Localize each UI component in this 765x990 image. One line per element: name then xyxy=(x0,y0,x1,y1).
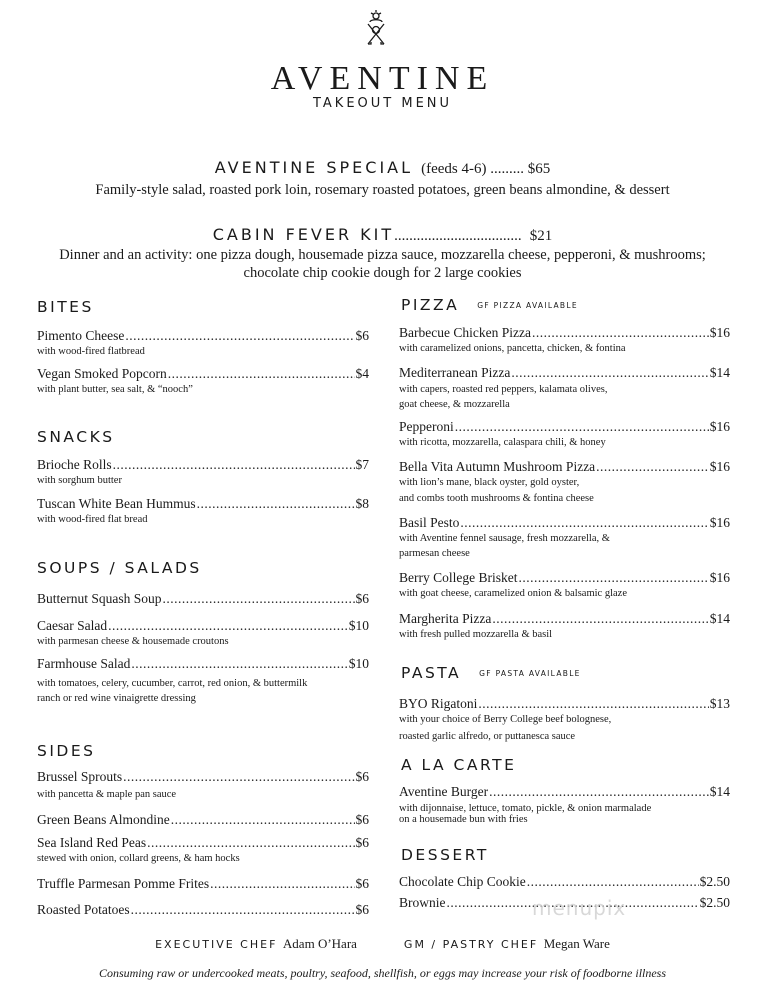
special-title: CABIN FEVER KIT xyxy=(212,225,395,244)
item-description: with plant butter, sea salt, & “nooch” xyxy=(37,384,193,395)
special-leader: .................................. xyxy=(394,228,522,244)
special-title: AVENTINE SPECIAL xyxy=(214,158,414,177)
chef-name: Adam O’Hara xyxy=(282,936,357,951)
item-name: Roasted Potatoes xyxy=(37,902,130,917)
section-title-bites: BITES xyxy=(37,298,94,316)
item-name: Brownie xyxy=(399,895,446,910)
section-title-pasta xyxy=(401,664,581,682)
crossed-keys-crest-icon xyxy=(362,8,390,48)
item-name: Aventine Burger xyxy=(399,784,489,799)
menu-item xyxy=(37,656,369,706)
item-price: $6 xyxy=(355,876,369,891)
item-price: $13 xyxy=(709,696,730,711)
item-description-line: and combs tooth mushrooms & fontina cheese xyxy=(399,493,594,504)
menu-item xyxy=(37,769,369,802)
item-description: with goat cheese, caramelized onion & balsamic glaze xyxy=(399,588,627,599)
item-description-line: with your choice of Berry College beef bolognese, xyxy=(399,714,612,725)
item-description: with wood-fired flatbread xyxy=(37,346,145,357)
menu-item xyxy=(37,457,369,488)
item-price: $16 xyxy=(709,325,730,340)
foodborne-disclaimer: Consuming raw or undercooked meats, poultry, seafood, shellfish, or eggs may increase your risk of foodborne illness xyxy=(98,966,667,980)
section-title-soups-salads: SOUPS / SALADS xyxy=(37,559,202,577)
item-name: Butternut Squash Soup xyxy=(37,591,162,606)
item-name: Truffle Parmesan Pomme Frites xyxy=(37,876,210,891)
item-name: Pimento Cheese xyxy=(37,328,125,343)
section-title-dessert: DESSERT xyxy=(401,846,489,864)
item-price: $14 xyxy=(709,784,730,799)
menu-item xyxy=(399,784,730,825)
item-price: $6 xyxy=(355,328,369,343)
menu-item xyxy=(399,459,730,506)
menu-item xyxy=(37,902,369,918)
item-description-line: goat cheese, & mozzarella xyxy=(399,399,510,410)
section-title-snacks: SNACKS xyxy=(37,428,115,446)
menu-item xyxy=(37,812,369,828)
item-name: Berry College Brisket xyxy=(399,570,518,585)
section-title-pizza xyxy=(401,296,578,314)
item-price: $4 xyxy=(355,366,369,381)
item-name: Basil Pesto xyxy=(399,515,460,530)
item-name: Caesar Salad xyxy=(37,618,108,633)
special-description-line: chocolate chip cookie dough for 2 large cookies xyxy=(243,265,522,281)
item-name: Bella Vita Autumn Mushroom Pizza xyxy=(399,459,596,474)
item-description: with parmesan cheese & housemade croutons xyxy=(37,636,229,647)
item-price: $16 xyxy=(709,515,730,530)
section-title-text: PASTA xyxy=(401,664,462,682)
item-description: with pancetta & maple pan sauce xyxy=(37,789,177,800)
item-name: Margherita Pizza xyxy=(399,611,492,626)
item-description: with sorghum butter xyxy=(37,475,122,486)
item-name: Green Beans Almondine xyxy=(37,812,170,827)
section-title-a-la-carte: A LA CARTE xyxy=(401,756,517,774)
item-price: $16 xyxy=(709,419,730,434)
item-description-line: on a housemade bun with fries xyxy=(399,814,528,825)
special-aventine xyxy=(0,158,765,199)
item-description-line: ranch or red wine vinaigrette dressing xyxy=(37,693,196,704)
menu-item xyxy=(37,876,369,892)
item-description: stewed with onion, collard greens, & ham hocks xyxy=(37,853,240,864)
menu-item xyxy=(399,419,730,450)
item-name: Mediterranean Pizza xyxy=(399,365,511,380)
item-description-line: with tomatoes, celery, cucumber, carrot, red onion, & buttermilk xyxy=(37,678,308,689)
item-price: $7 xyxy=(355,457,369,472)
special-leader: ......... xyxy=(486,161,528,177)
menu-item xyxy=(37,591,369,607)
item-name: BYO Rigatoni xyxy=(399,696,478,711)
item-description-line: parmesan cheese xyxy=(399,548,470,559)
item-description: with fresh pulled mozzarella & basil xyxy=(399,629,553,640)
menu-item xyxy=(399,570,730,601)
item-description-line: with lion’s mane, black oyster, gold oyster, xyxy=(399,477,580,488)
item-price: $14 xyxy=(709,611,730,626)
item-name: Tuscan White Bean Hummus xyxy=(37,496,196,511)
menu-item xyxy=(399,611,730,642)
section-title-text: PIZZA xyxy=(401,296,460,314)
item-price: $10 xyxy=(348,656,369,671)
menu-item xyxy=(399,515,730,561)
item-price: $2.50 xyxy=(699,895,730,910)
menu-item xyxy=(399,325,730,356)
item-price: $6 xyxy=(355,769,369,784)
menu-item xyxy=(37,328,369,359)
item-price: $6 xyxy=(355,902,369,917)
item-price: $6 xyxy=(355,835,369,850)
menu-item xyxy=(399,874,730,890)
special-price: $21 xyxy=(529,228,553,244)
item-name: Chocolate Chip Cookie xyxy=(399,874,526,889)
gf-tag: GF PASTA AVAILABLE xyxy=(479,669,581,678)
special-price: $65 xyxy=(527,161,551,177)
item-price: $6 xyxy=(355,591,369,606)
menu-item xyxy=(399,696,730,744)
brand-title: AVENTINE xyxy=(270,60,495,97)
item-name: Farmhouse Salad xyxy=(37,656,131,671)
staff-credits xyxy=(0,936,765,952)
item-price: $8 xyxy=(355,496,369,511)
gm-role: GM / PASTRY CHEF xyxy=(403,938,539,951)
menu-subtitle: TAKEOUT MENU xyxy=(312,96,453,111)
item-description: with caramelized onions, pancetta, chicken, & fontina xyxy=(399,343,626,354)
menu-item xyxy=(37,496,369,527)
item-price: $16 xyxy=(709,570,730,585)
gm-name: Megan Ware xyxy=(543,936,610,951)
special-note: (feeds 4-6) xyxy=(421,161,487,177)
item-price: $2.50 xyxy=(699,874,730,889)
menu-item xyxy=(37,835,369,866)
item-name: Pepperoni xyxy=(399,419,454,434)
item-name: Sea Island Red Peas xyxy=(37,835,147,850)
special-description: Family-style salad, roasted pork loin, rosemary roasted potatoes, green beans almondine, & dessert xyxy=(95,182,670,198)
chef-role: EXECUTIVE CHEF xyxy=(155,938,278,951)
menu-item xyxy=(37,618,369,649)
item-price: $16 xyxy=(709,459,730,474)
item-description-line: with capers, roasted red peppers, kalamata olives, xyxy=(399,384,608,395)
item-description-line: with Aventine fennel sausage, fresh mozzarella, & xyxy=(399,533,610,544)
item-description: with wood-fired flat bread xyxy=(37,514,148,525)
special-description-line: Dinner and an activity: one pizza dough, housemade pizza sauce, mozzarella cheese, pepperoni, & mushrooms; xyxy=(59,247,706,263)
item-description: with ricotta, mozzarella, calaspara chili, & honey xyxy=(399,437,606,448)
item-name: Brussel Sprouts xyxy=(37,769,123,784)
item-name: Barbecue Chicken Pizza xyxy=(399,325,531,340)
watermark: menupix xyxy=(532,896,627,920)
item-name: Brioche Rolls xyxy=(37,457,112,472)
item-name: Vegan Smoked Popcorn xyxy=(37,366,167,381)
item-price: $6 xyxy=(355,812,369,827)
menu-item xyxy=(37,366,369,397)
item-description-line: roasted garlic alfredo, or puttanesca sauce xyxy=(399,731,576,742)
menu-item xyxy=(399,365,730,412)
item-price: $14 xyxy=(709,365,730,380)
gf-tag: GF PIZZA AVAILABLE xyxy=(477,301,578,310)
special-cabin-fever-kit xyxy=(0,225,765,282)
item-description-line: with dijonnaise, lettuce, tomato, pickle, & onion marmalade xyxy=(399,803,652,814)
item-price: $10 xyxy=(348,618,369,633)
section-title-sides: SIDES xyxy=(37,742,96,760)
